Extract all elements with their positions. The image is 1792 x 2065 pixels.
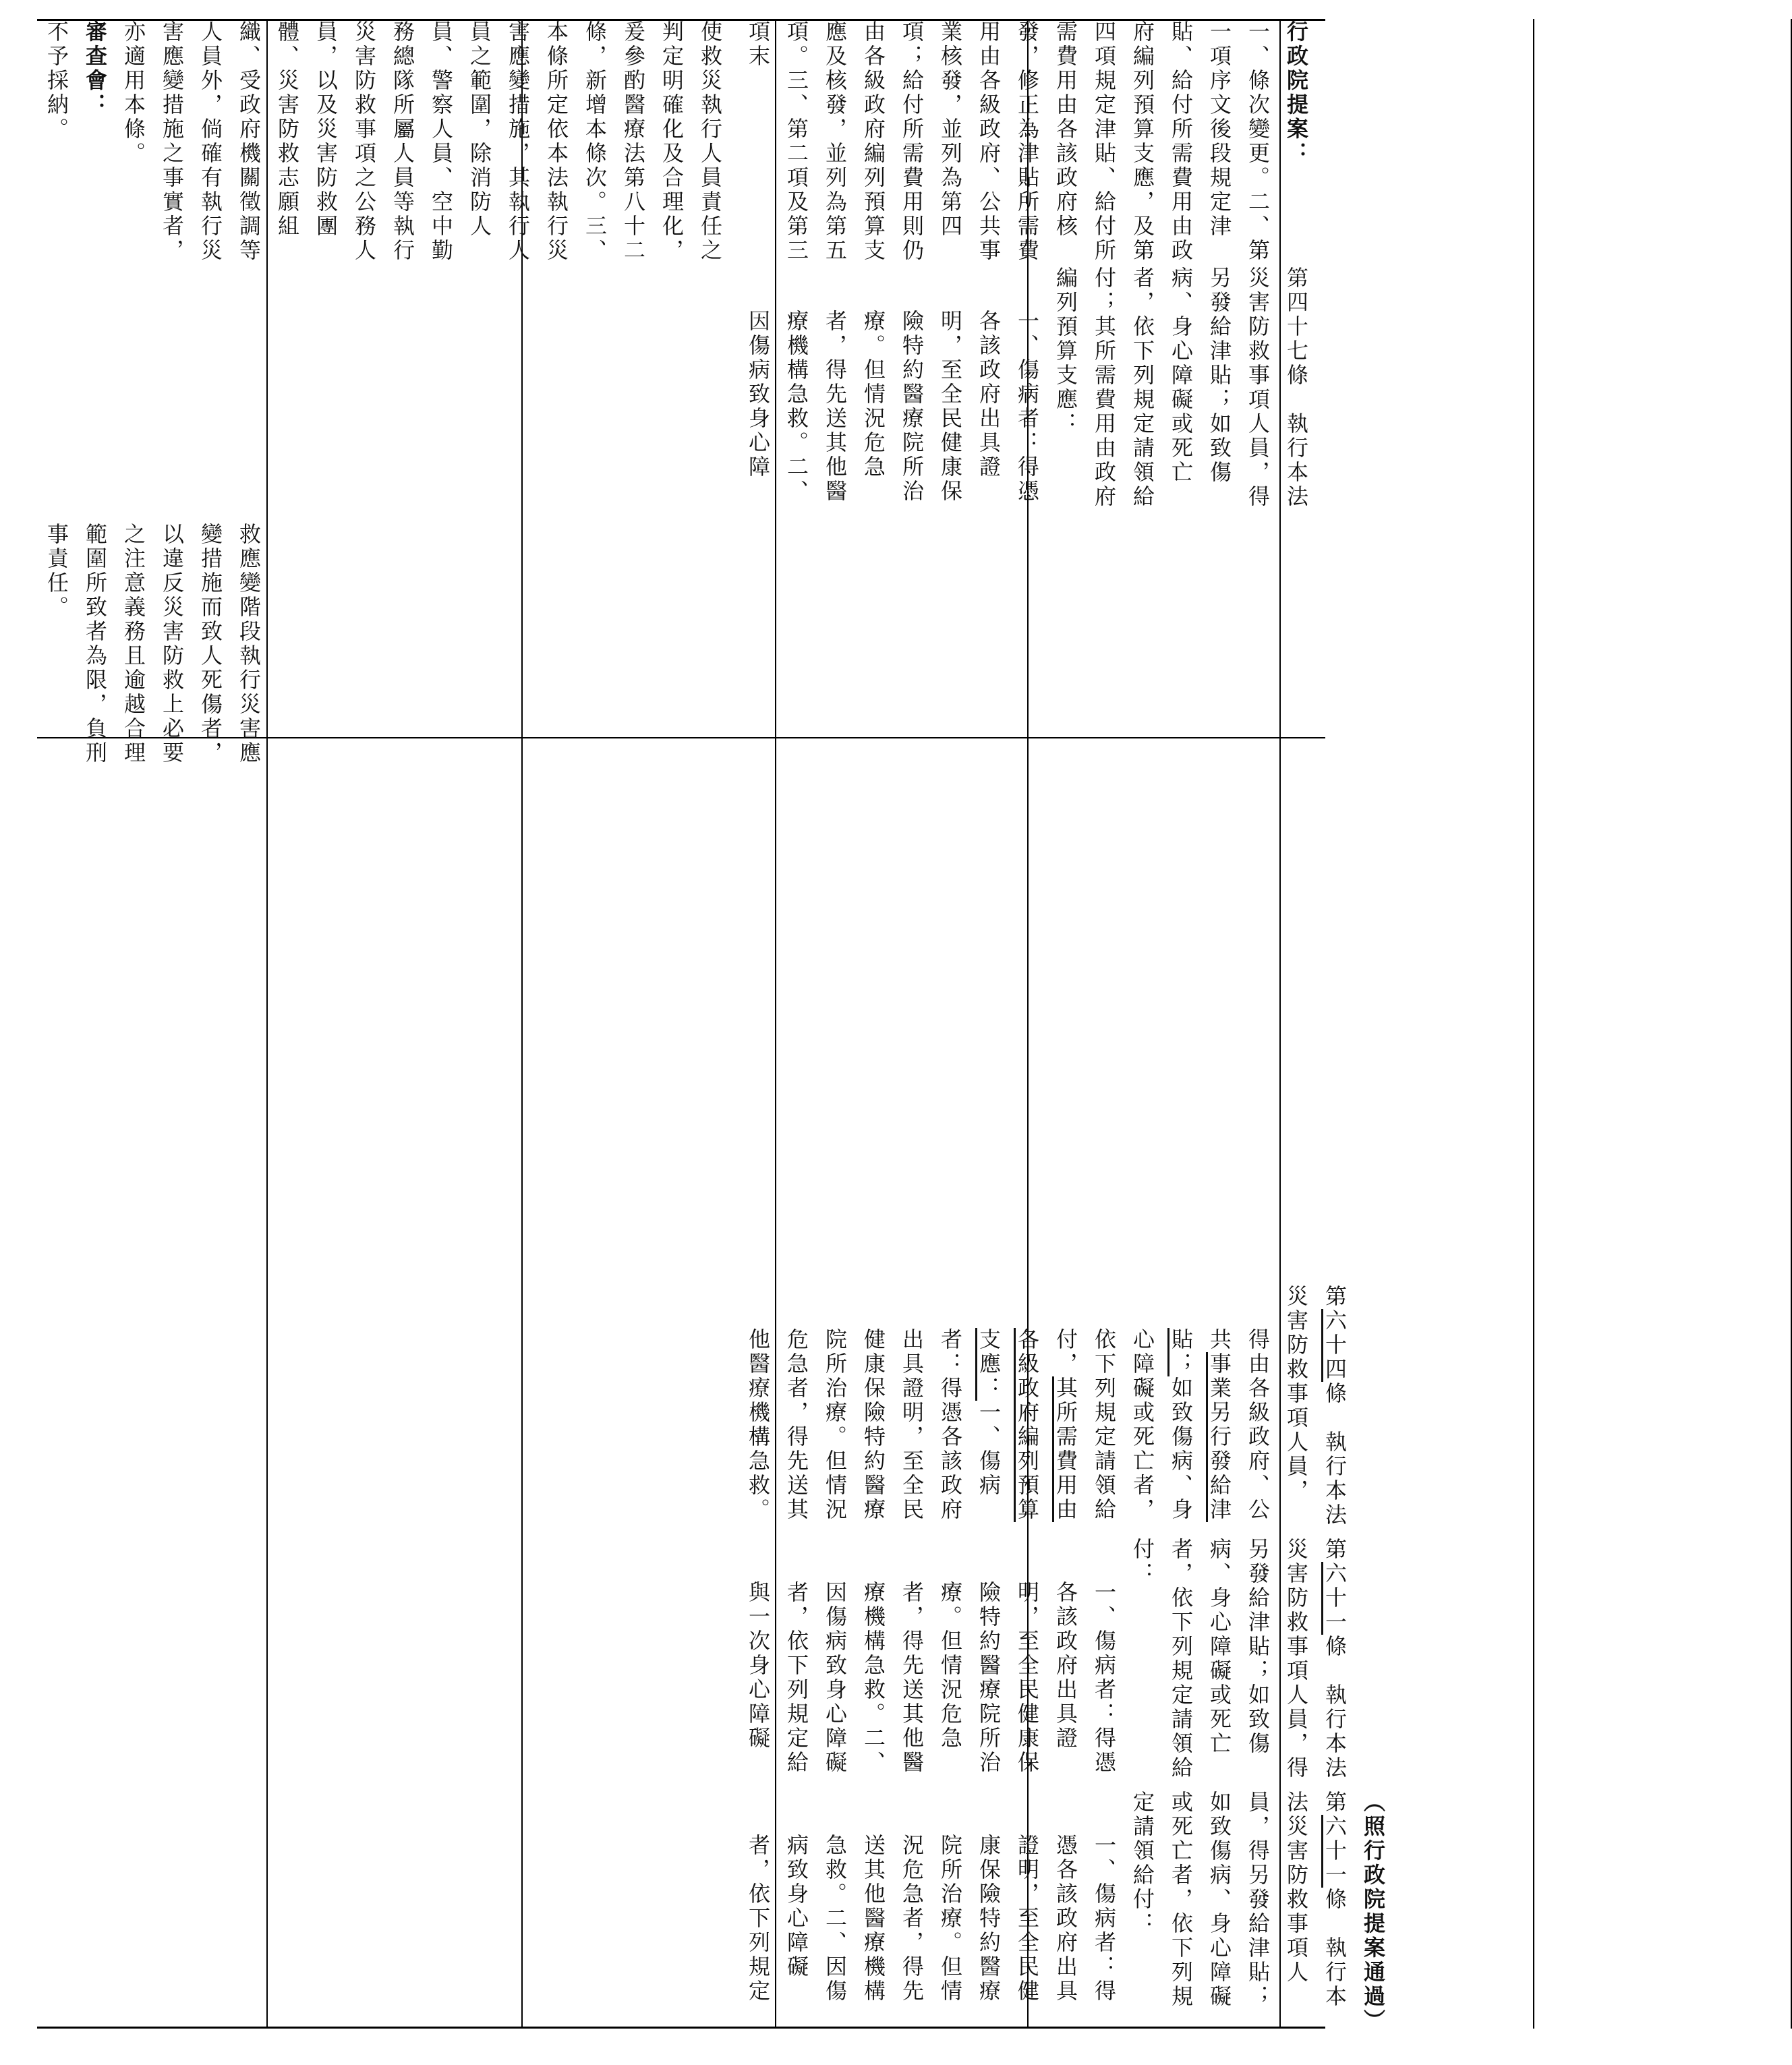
cell-col7-lower (739, 266, 1309, 516)
article-text: 第六十四條 執行本法災害防救事項人員， 得由各級政府、公共事業另行發給津貼；如致傷病、身心障礙或死亡者，依下列規定請領給付，其所需費用由各級政府編列預算支應：一、傷病者：得憑各該政府出具證明，至全民健康保險特約醫療院所治療。但情況危急者，得先送其他醫療機構急救。 (745, 1285, 1348, 1528)
cell-col3-lower (739, 1285, 1348, 1534)
cell-col6-upper (37, 523, 262, 772)
column-divider (521, 19, 523, 2029)
clause-text: 救應變階段執行災害應變措施而致人死傷者，以違反災害防救上必要之注意義務且逾越合理範圍所致者為限，負刑事責任。 (44, 523, 262, 765)
cell-col2-lower (739, 1538, 1348, 1787)
article-text: 第四十七條 執行本法災害防救事項人員，得另發給津貼；如致傷病、身心障礙或死亡者，依下列規定請領給付；其所需費用由政府編列預算支應： 一、傷病者：得憑各該政府出具證明，至全民健康保險特約醫療院所治療。但情況危急者，得先送其他醫療機構急救。二、因傷病致身心障 (745, 266, 1309, 509)
bottom-rule (37, 2027, 1325, 2029)
cell-col8-lower (739, 20, 1325, 263)
cell-col1-lower (739, 1791, 1386, 2033)
column-divider (266, 19, 268, 2029)
article-text: 第六十一條 執行本法災害防救事項人員，得另發給津貼；如致傷病、身心障礙或死亡者，依下列規定請領給付： 一、傷病者：得憑各該政府出具證明，至全民健康保險特約醫療院所治療。但情況危急者，得先送其他醫療機構急救。二、因傷病致身心障礙者，依下列規定給與一次身心障礙 (745, 1538, 1348, 1780)
proposal-text: 行政院提案： 一、條次變更。二、第一項序文後段規定津貼、給付所需費用由政府編列預算支應，及第四項規定津貼、給付所需費用由各該政府核發，修正為津貼所需費用由各級政府、公共事業核發，並列為第四項；給付所需費用則仍由各級政府編列預算支應及核發，並列為第五項。三、第二項及第三項末 (745, 20, 1309, 263)
explanation-text: 使救災執行人員責任之判定明確化及合理化，爰參酌醫療法第八十二條，新增本條次。三、本條所定依本法執行災害應變措施，其執行人員之範圍，除消防人員、警察人員、空中勤務總隊所屬人員等執行災害防救事項之公務人員，以及災害防救團體、災害防救志願組織、受政府機關徵調等人員外，倘確有執行災害應變措施之事實者，亦適用本條。 審查會： 不予採納。 (44, 20, 723, 263)
article-text: （照行政院提案通過） 第六十一條 執行本法災害防救事項人員，得另發給津貼；如致傷病、身心障礙或死亡者，依下列規定請領給付： 一、傷病者：得憑各該政府出具證明，至全民健康保險特約醫療院所治療。但情況危急者，得先送其他醫療機構急救。二、因傷病致身心障礙者，依下列規定 (745, 1791, 1386, 2033)
cell-col8-upper (37, 20, 735, 263)
column-divider (1533, 19, 1534, 2029)
